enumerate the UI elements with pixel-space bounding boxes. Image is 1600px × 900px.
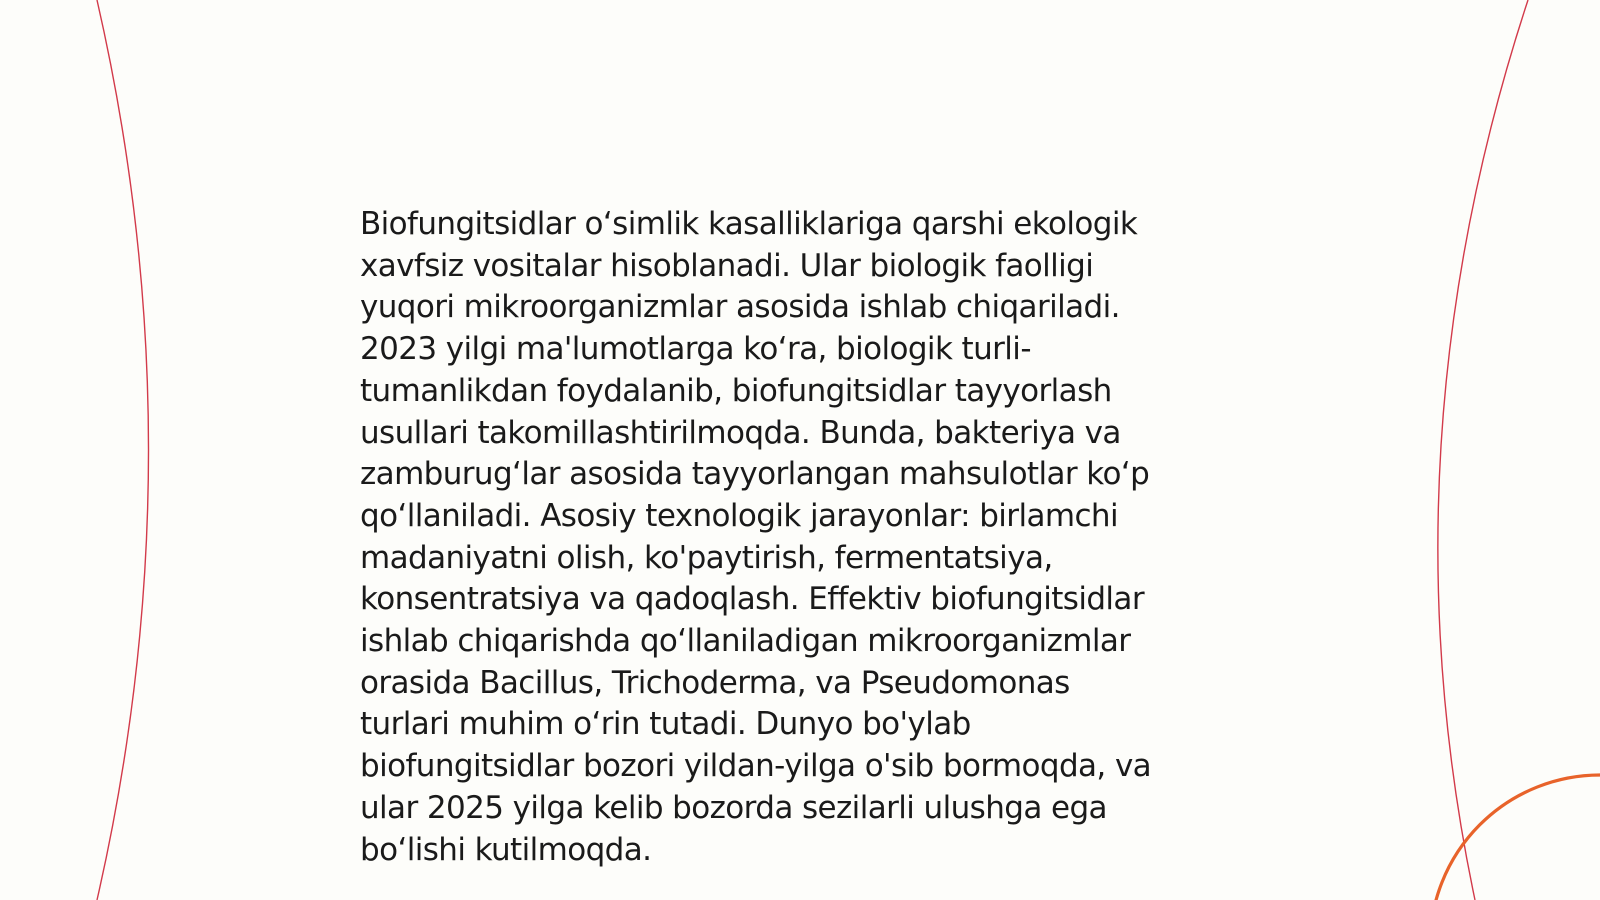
- paragraph-line: madaniyatni olish, ko'paytirish, fermentatsiya,: [360, 539, 1053, 576]
- paragraph-line: Biofungitsidlar oʻsimlik kasalliklariga qarshi ekologik: [360, 206, 1138, 242]
- paragraph-line: yuqori mikroorganizmlar asosida ishlab chiqariladi.: [360, 289, 1120, 326]
- paragraph-line: tumanlikdan foydalanib, biofungitsidlar tayyorlash: [360, 372, 1112, 409]
- paragraph-line: ular 2025 yilga kelib bozorda sezilarli ulushga ega: [360, 789, 1107, 826]
- paragraph-line: 2023 yilgi ma'lumotlarga koʻra, biologik turli-: [360, 331, 1031, 368]
- paragraph-line: boʻlishi kutilmoqda.: [360, 831, 652, 868]
- right-thin-curve: [1438, 0, 1528, 900]
- paragraph-line: biofungitsidlar bozori yildan-yilga o'sib bormoqda, va: [360, 748, 1152, 785]
- paragraph-line: zamburugʻlar asosida tayyorlangan mahsulotlar koʻp: [360, 456, 1150, 493]
- paragraph-line: usullari takomillashtirilmoqda. Bunda, bakteriya va: [360, 414, 1121, 451]
- paragraph-line: orasida Bacillus, Trichoderma, va Pseudomonas: [360, 664, 1070, 701]
- paragraph-line: konsentratsiya va qadoqlash. Effektiv biofungitsidlar: [360, 581, 1144, 618]
- body-paragraph: [360, 204, 1240, 871]
- paragraph-line: qoʻllaniladi. Asosiy texnologik jarayonlar: birlamchi: [360, 497, 1118, 534]
- paragraph-line: turlari muhim oʻrin tutadi. Dunyo bo'ylab: [360, 706, 971, 743]
- paragraph-line: ishlab chiqarishda qoʻllaniladigan mikroorganizmlar: [360, 623, 1131, 660]
- left-thin-curve: [97, 0, 149, 900]
- paragraph-line: xavfsiz vositalar hisoblanadi. Ular biologik faolligi: [360, 247, 1094, 284]
